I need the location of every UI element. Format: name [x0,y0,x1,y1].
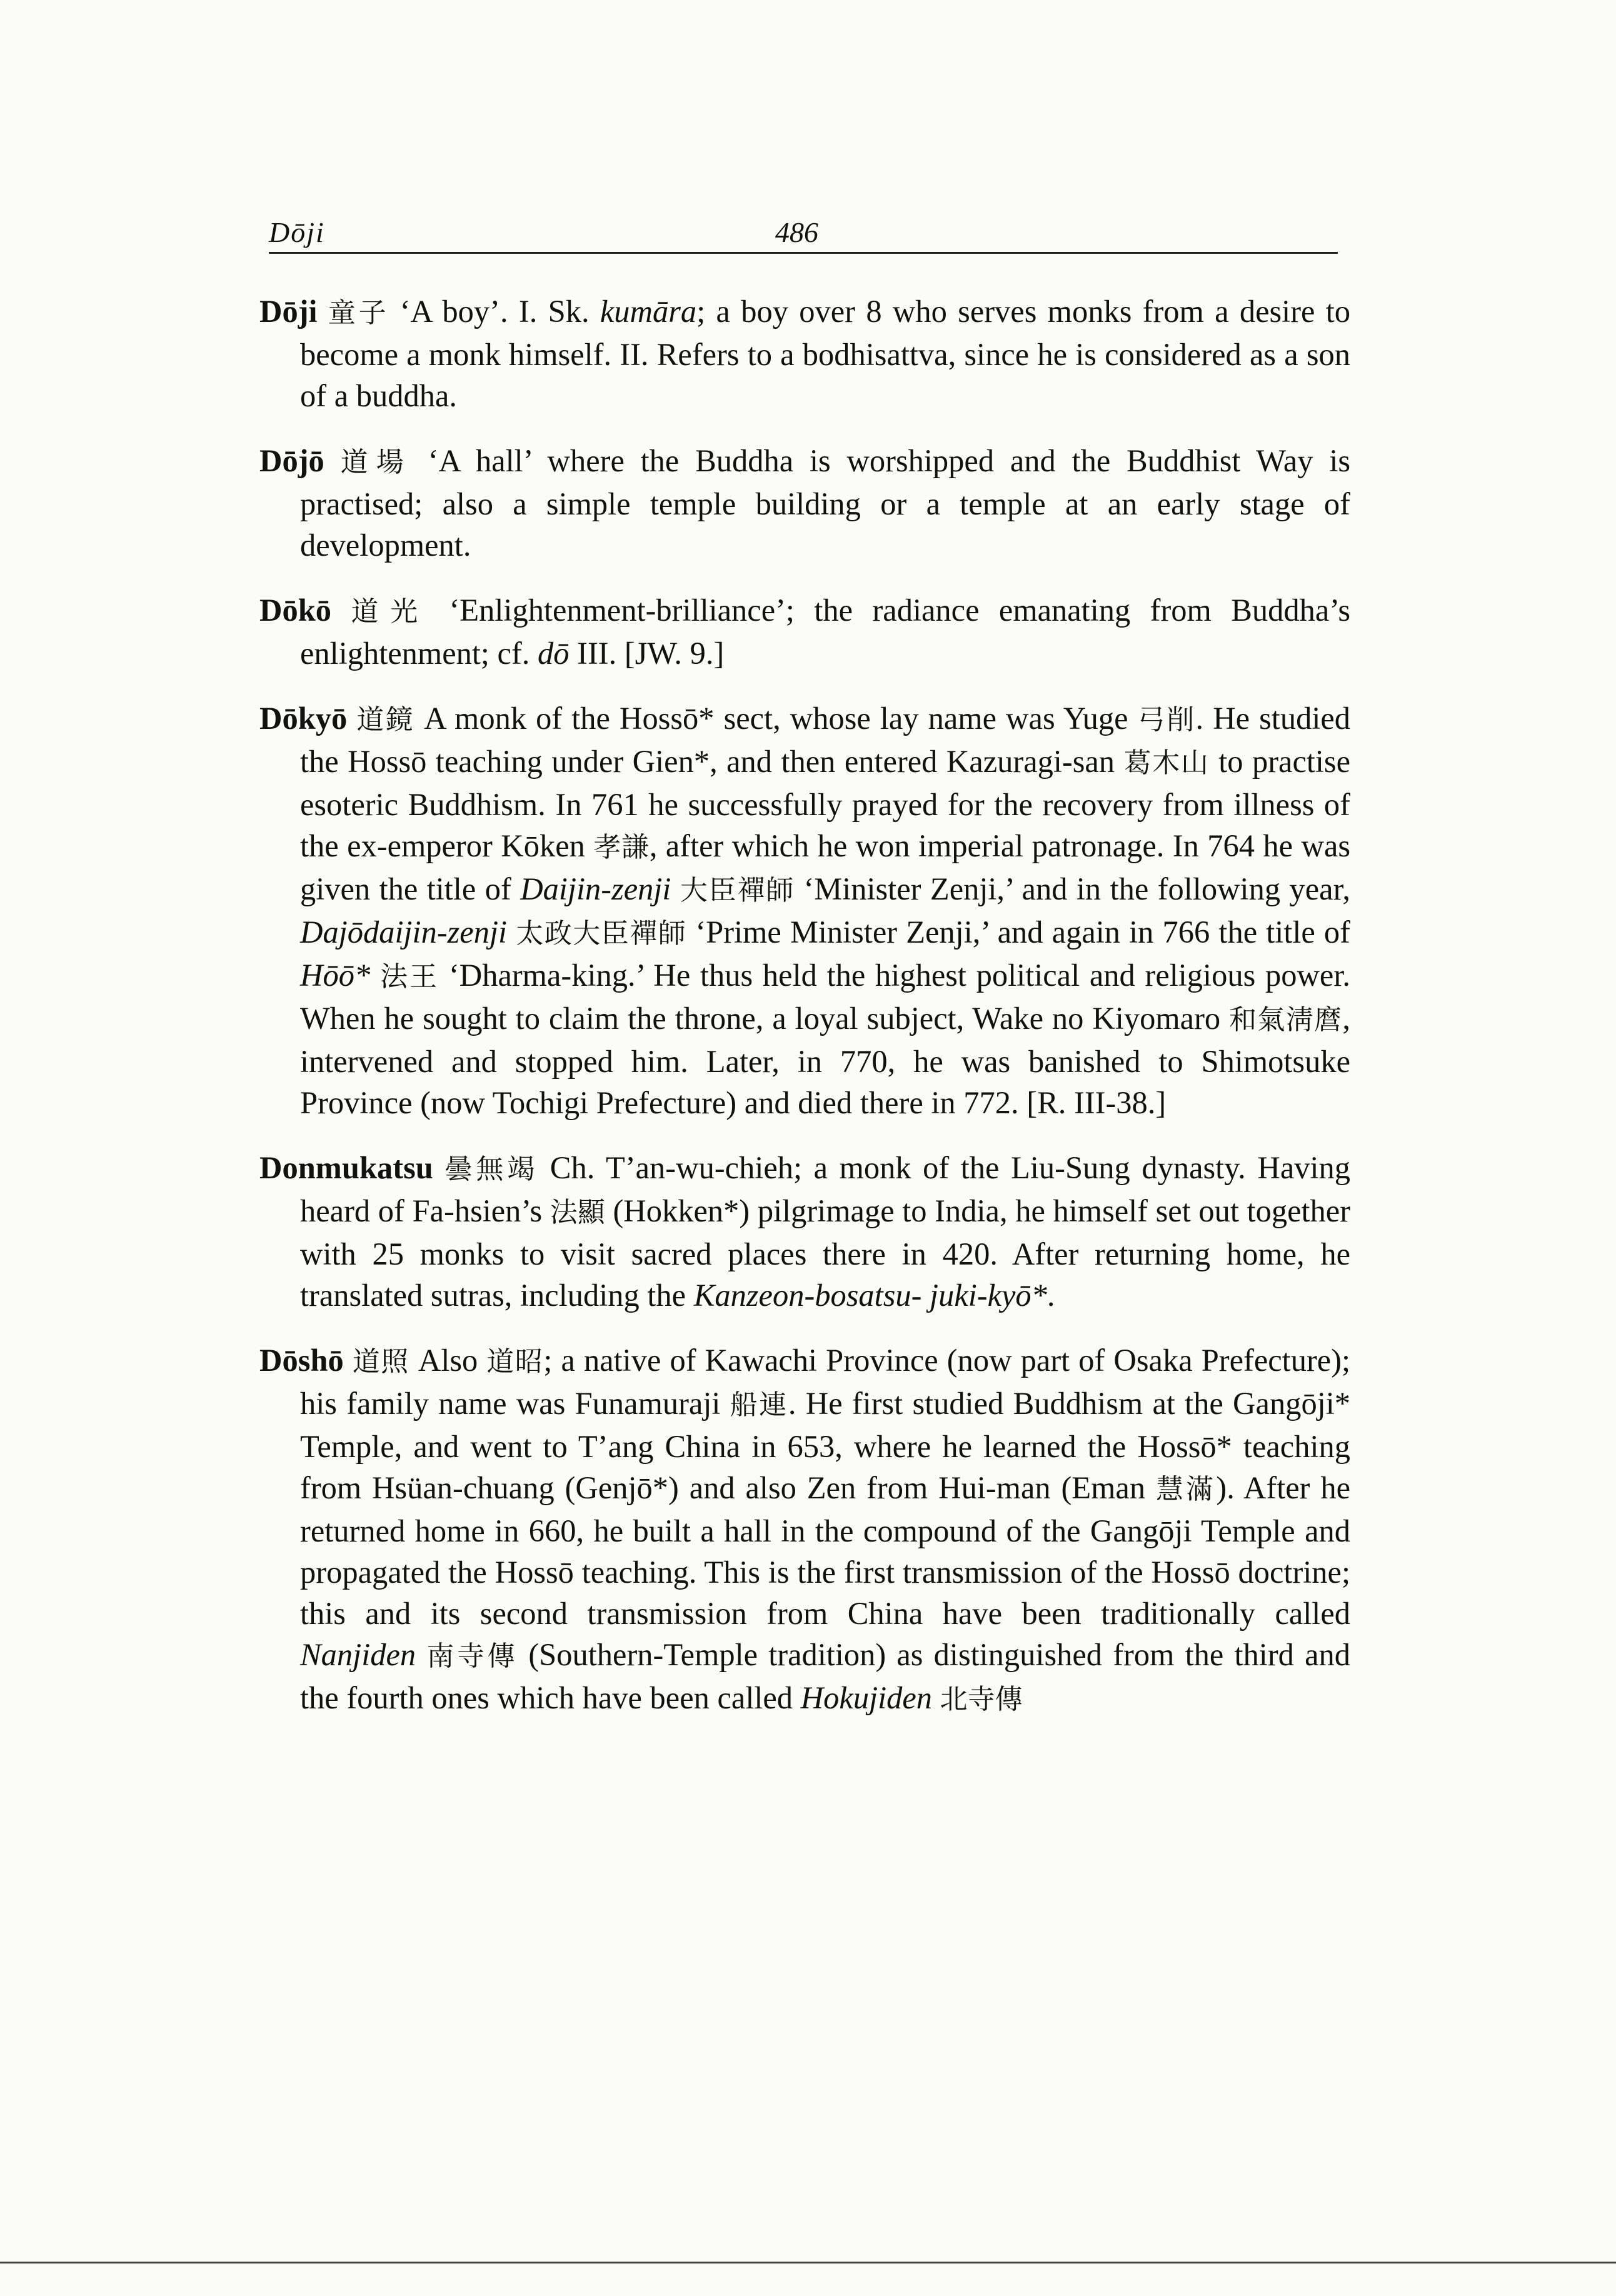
entry-headword: Dōkyō [259,701,348,736]
entry-text: ‘Dharma-king.’ He thus held the highest political and religious power. When he sought to claim the throne, a loyal subject, Wake no Kiyomaro [300,958,1351,1036]
entry-kanji: 童子 [328,297,389,329]
kanji-term: 南寺傳 [426,1640,518,1672]
kanji-term: 孝謙 [593,831,650,863]
italic-term: Daijin-zenji [520,871,671,906]
italic-term: Hōō* [300,958,371,993]
dictionary-entry [259,698,1350,1123]
entry-text: Ch. T’an-wu-chieh; a monk of the Liu-Sung dynasty. Having heard of Fa-hsien’s [300,1150,1351,1228]
entry-text: ‘Minister Zenji,’ and in the following year, [795,871,1350,906]
entry-text: . [1046,1278,1055,1313]
kanji-term: 法王 [379,961,439,993]
kanji-term: 船連 [730,1389,788,1421]
entry-text: ; a native of Kawachi Province (now part of Osaka Prefecture); his family name was Funamuraji [300,1343,1351,1421]
entry-text: ; a boy over 8 who serves monks from a desire to become a monk himself. II. Refers to a bodhisattva, since he is considered as a son of a buddha. [300,294,1351,413]
bottom-rule [0,2262,1616,2263]
entry-text: (Hokken*) pilgrimage to India, he himself set out together with 25 monks to visit sacred places there in 420. After returning home, he translated sutras, including the [300,1193,1351,1313]
italic-term: Hokujiden [800,1680,933,1715]
entry-text: Also [409,1343,487,1378]
entry-text: , after which he won imperial patronage. In 764 he was given the title of [300,828,1351,906]
entry-text: ‘Enlightenment-brilliance’; the radiance emanating from Buddha’s enlightenment; cf. [300,593,1351,671]
entry-kanji: 道光 [351,596,430,628]
entry-headword: Dōshō [259,1343,344,1378]
entry-text: ‘Prime Minister Zenji,’ and again in 766 the title of [686,915,1350,950]
entry-text: . He first studied Buddhism at the Gangōji* Temple, and went to T’ang China in 653, where he learned the Hossō* teaching from Hsüan-chuang (Genjō*) and also Zen from Hui-man (Eman [300,1386,1351,1505]
kanji-term: 太政大臣禪師 [516,918,687,950]
entry-headword: Donmukatsu [259,1150,433,1185]
italic-term: Nanjiden [300,1637,416,1672]
entry-text [932,1680,940,1715]
kanji-term: 北寺傳 [940,1683,1023,1715]
entry-kanji: 道照 [352,1346,409,1378]
italic-term: Dajōdaijin-zenji [300,915,508,950]
kanji-term: 弓削 [1137,704,1196,736]
running-head: Dōji [269,216,325,248]
entry-text: . He studied the Hossō teaching under Gien*, and then entered Kazuragi-san [300,701,1351,779]
entry-text: III. [JW. 9.] [569,636,725,671]
entry-text [507,915,516,950]
kanji-term: 葛木山 [1123,747,1210,779]
entry-text [370,958,380,993]
italic-term: kumāra [600,294,697,329]
entry-text [416,1637,426,1672]
entry-list [259,291,1350,1744]
entry-text: ). After he returned home in 660, he built a hall in the compound of the Gangōji Temple and propagated the Hossō teaching. This is the first transmission of the Hossō doctrine; this and its second transmission from China have been traditionally called [300,1470,1350,1631]
entry-headword: Dōji [259,294,318,329]
entry-text: (Southern-Temple tradition) as distinguished from the third and the fourth ones which have been called [300,1637,1351,1715]
dictionary-entry [259,291,1350,416]
entry-headword: Dōkō [259,593,332,628]
entry-text: , intervened and stopped him. Later, in 770, he was banished to Shimotsuke Province (now Tochigi Prefecture) and died there in 772. [R. III-38.] [300,1001,1350,1120]
kanji-term: 慧滿 [1155,1473,1217,1505]
entry-kanji: 曇無竭 [444,1153,539,1185]
kanji-term: 道昭 [486,1346,544,1378]
entry-text: to practise esoteric Buddhism. In 761 he successfully prayed for the recovery from illness of the ex-emperor Kōken [300,744,1351,863]
entry-kanji: 道場 [340,446,412,478]
entry-text: ‘A hall’ where the Buddha is worshipped and the Buddhist Way is practised; also a simple temple building or a temple at an early stage of development. [300,443,1351,563]
entry-kanji: 道鏡 [356,704,415,736]
header-rule [269,252,1338,254]
entry-text: A monk of the Hossō* sect, whose lay name was Yuge [414,701,1138,736]
entry-text: ‘A boy’. I. Sk. [389,294,600,329]
entry-headword: Dōjō [259,443,324,478]
italic-term: dō [538,636,570,671]
page-header [269,216,1338,259]
dictionary-entry [259,589,1350,674]
page-number: 486 [775,216,818,248]
dictionary-entry [259,1147,1350,1316]
kanji-term: 和氣淸麿 [1229,1004,1343,1036]
dictionary-entry [259,1340,1350,1720]
dictionary-entry [259,440,1350,566]
entry-text [671,871,680,906]
kanji-term: 大臣禪師 [680,875,795,906]
kanji-term: 法顯 [550,1196,605,1228]
italic-term: Kanzeon-bosatsu- juki-kyō* [693,1278,1047,1313]
